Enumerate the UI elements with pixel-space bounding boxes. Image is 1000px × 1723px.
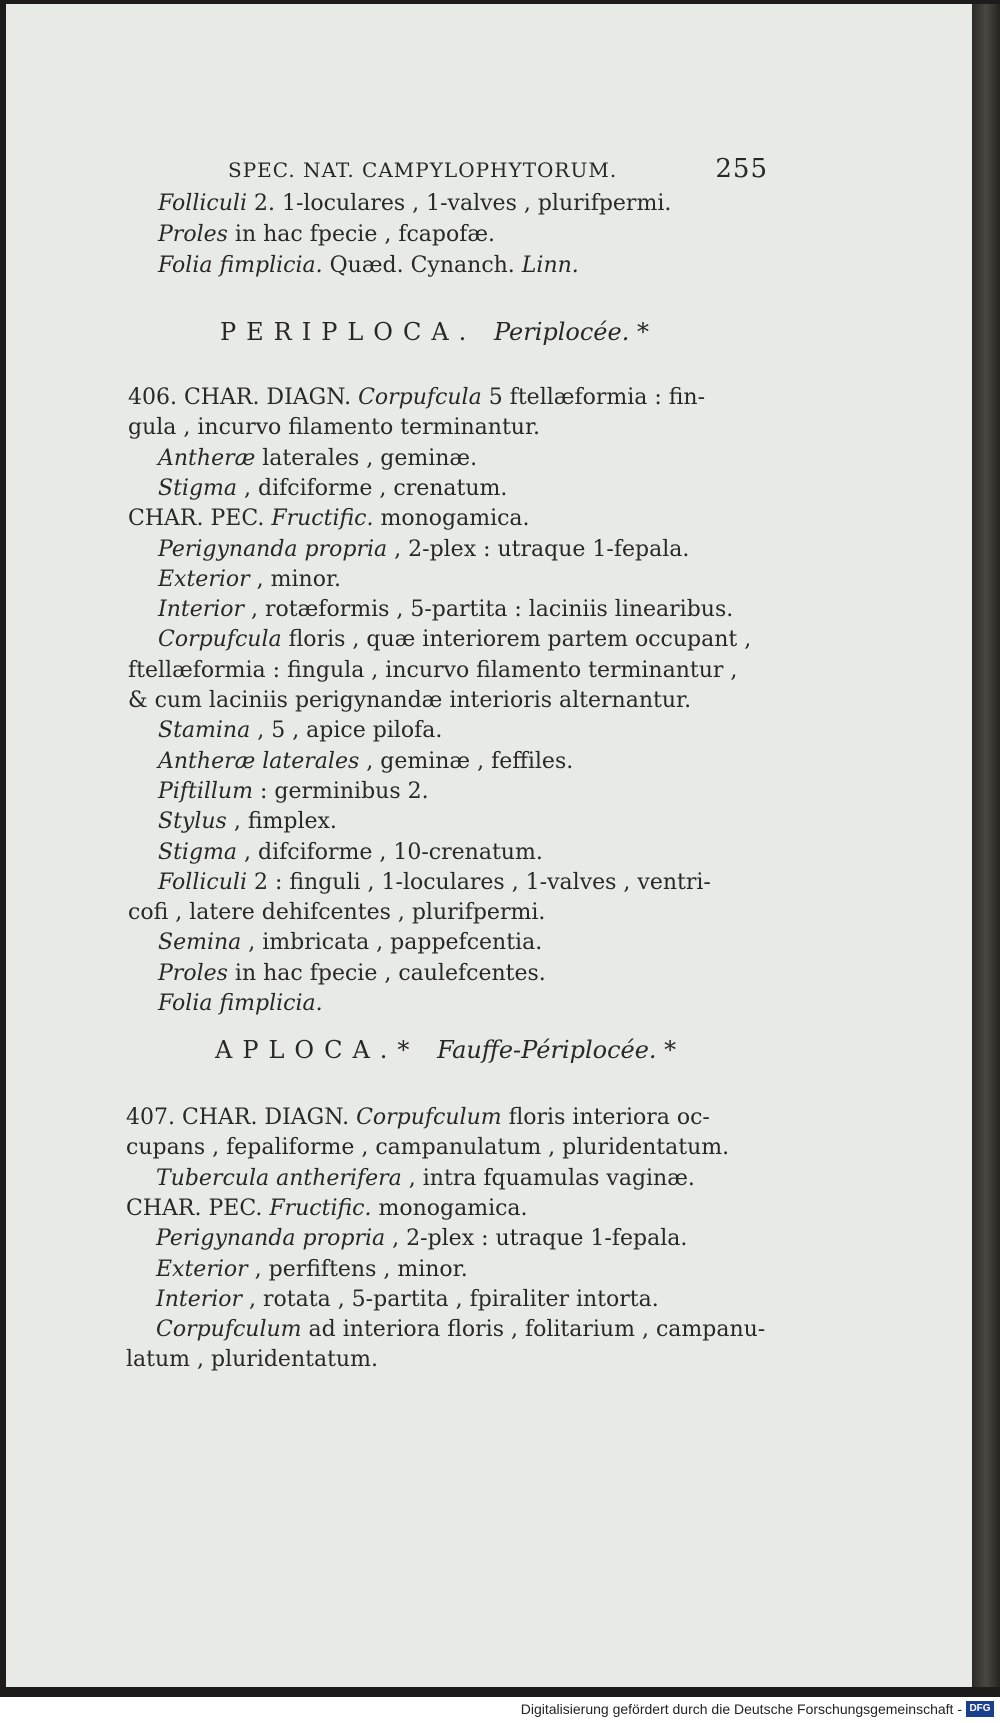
text-line (128, 687, 691, 715)
text-line (158, 566, 341, 594)
italic-term: Stamina (158, 718, 251, 744)
page-number: 255 (715, 154, 768, 184)
text-line (126, 1104, 710, 1132)
italic-term: Antheræ laterales (158, 748, 360, 774)
italic-term: Fructific. (271, 506, 374, 532)
italic-term: Semina (158, 930, 242, 956)
italic-term: Linn. (521, 253, 579, 278)
line-text: floris , quæ interiorem partem occupant , (281, 627, 752, 653)
line-text: ftellæformia : fingula , incurvo filamento terminantur , (128, 657, 738, 683)
genus-heading-periploca (220, 318, 649, 346)
text-line (158, 839, 543, 867)
line-prefix: CHAR. PEC. (126, 1195, 270, 1221)
text-line (128, 657, 737, 685)
line-text: latum , pluridentatum. (126, 1347, 378, 1373)
italic-term: Interior (156, 1286, 243, 1312)
italic-term: Tubercula antherifera (156, 1165, 402, 1191)
italic-term: Proles (158, 960, 228, 986)
line-text: , difciforme , 10-crenatum. (237, 839, 543, 865)
line-text: laterales , geminæ. (255, 445, 478, 471)
text-line (158, 960, 546, 988)
line-prefix: 407. CHAR. DIAGN. (126, 1105, 357, 1130)
line-text: , geminæ , feffiles. (359, 748, 574, 774)
running-title: SPEC. NAT. CAMPYLOPHYTORUM. (228, 158, 618, 182)
italic-term: Perigynanda propria (156, 1226, 386, 1252)
line-text: , 2-plex : utraque 1-fepala. (385, 1226, 688, 1252)
text-line (158, 536, 689, 564)
genus-french-name: Periplocée. * (493, 318, 649, 346)
italic-term: Exterior (156, 1256, 248, 1282)
text-line (158, 808, 337, 836)
line-text: 2 : finguli , 1-loculares , 1-valves , ventri- (246, 869, 711, 895)
italic-term: Antheræ (158, 445, 256, 471)
line-text: , difciforme , crenatum. (237, 475, 508, 501)
text-line (158, 475, 507, 503)
italic-term: Corpufcula (158, 627, 282, 653)
text-line (156, 1165, 695, 1193)
line-prefix: CHAR. PEC. (128, 506, 272, 532)
text-line (128, 899, 545, 927)
italic-term: Folliculi (158, 191, 247, 216)
italic-term: Piftillum (158, 778, 253, 804)
genus-name: PERIPLOCA. (220, 318, 477, 346)
line-text: , imbricata , pappefcentia. (241, 930, 543, 956)
text-line (126, 1195, 528, 1223)
text-line (156, 1225, 687, 1253)
italic-term: Corpufculum (356, 1105, 502, 1130)
italic-term: Stylus (158, 809, 227, 835)
line-text: cofi , latere dehifcentes , plurifpermi. (128, 900, 546, 926)
line-text: ad interiora floris , folitarium , campanu- (301, 1317, 766, 1343)
text-line (156, 1256, 468, 1284)
italic-term: Folia fimplicia. (158, 991, 323, 1016)
line-prefix: 406. CHAR. DIAGN. (128, 385, 359, 410)
text-line (158, 221, 495, 249)
italic-term: Perigynanda propria (158, 536, 388, 562)
line-text: gula , incurvo filamento terminantur. (128, 415, 541, 441)
genus-name: APLOCA.* (215, 1036, 420, 1064)
line-text: in hac fpecie , fcapofæ. (227, 222, 496, 247)
line-text: , 5 , apice pilofa. (250, 718, 443, 744)
line-text: , rotata , 5-partita , fpiraliter intorta. (242, 1286, 659, 1312)
text-line (158, 717, 442, 745)
line-text: floris interiora oc- (501, 1105, 710, 1130)
line-text: cupans , fepaliforme , campanulatum , pluridentatum. (126, 1135, 730, 1161)
footer-credit: Digitalisierung gefördert durch die Deutsche Forschungsgemeinschaft - (520, 1701, 962, 1717)
text-line (158, 252, 579, 280)
line-text: Quæd. Cynanch. (322, 253, 522, 278)
line-text: monogamica. (373, 506, 530, 532)
text-line (158, 596, 733, 624)
text-line (158, 445, 477, 473)
text-line (126, 1134, 729, 1162)
text-line (158, 626, 751, 654)
text-line (158, 990, 323, 1018)
footer-bar (0, 1697, 1000, 1723)
line-text: , 2-plex : utraque 1-fepala. (387, 536, 690, 562)
italic-term: Folliculi (158, 869, 247, 895)
text-line (158, 190, 671, 218)
text-line (128, 505, 530, 533)
line-text: 2. 1-loculares , 1-valves , plurifpermi. (246, 191, 672, 216)
line-text: monogamica. (371, 1195, 528, 1221)
book-spine (972, 4, 1000, 1687)
line-text: & cum laciniis perigynandæ interioris alternantur. (128, 688, 692, 713)
text-line (156, 1286, 659, 1314)
line-text: , intra fquamulas vaginæ. (401, 1165, 695, 1191)
italic-term: Stigma (158, 839, 238, 865)
genus-french-name: Fauffe-Périplocée. * (437, 1036, 677, 1064)
italic-term: Fructific. (269, 1195, 372, 1221)
text-line (156, 1316, 765, 1344)
line-text: in hac fpecie , caulefcentes. (227, 960, 546, 986)
italic-term: Corpufculum (156, 1317, 302, 1343)
italic-term: Corpufcula (358, 385, 482, 410)
genus-heading-aploca (215, 1036, 676, 1064)
italic-term: Exterior (158, 566, 250, 592)
dfg-logo: DFG (966, 1701, 994, 1717)
text-line (128, 384, 705, 412)
italic-term: Interior (158, 597, 245, 623)
line-text: , minor. (249, 566, 342, 592)
line-text: , fimplex. (226, 809, 337, 835)
text-line (126, 1346, 378, 1374)
line-text: 5 ftellæformia : fin- (481, 385, 706, 410)
text-line (158, 869, 711, 897)
italic-term: Proles (158, 222, 228, 247)
line-text: : germinibus 2. (252, 778, 429, 804)
text-line (158, 929, 542, 957)
italic-term: Stigma (158, 475, 238, 501)
line-text: , rotæformis , 5-partita : laciniis linearibus. (244, 597, 734, 623)
line-text: , perfiftens , minor. (247, 1256, 468, 1282)
italic-term: Folia fimplicia. (158, 253, 323, 278)
text-line (158, 748, 573, 776)
text-line (128, 414, 540, 442)
text-line (158, 778, 429, 806)
